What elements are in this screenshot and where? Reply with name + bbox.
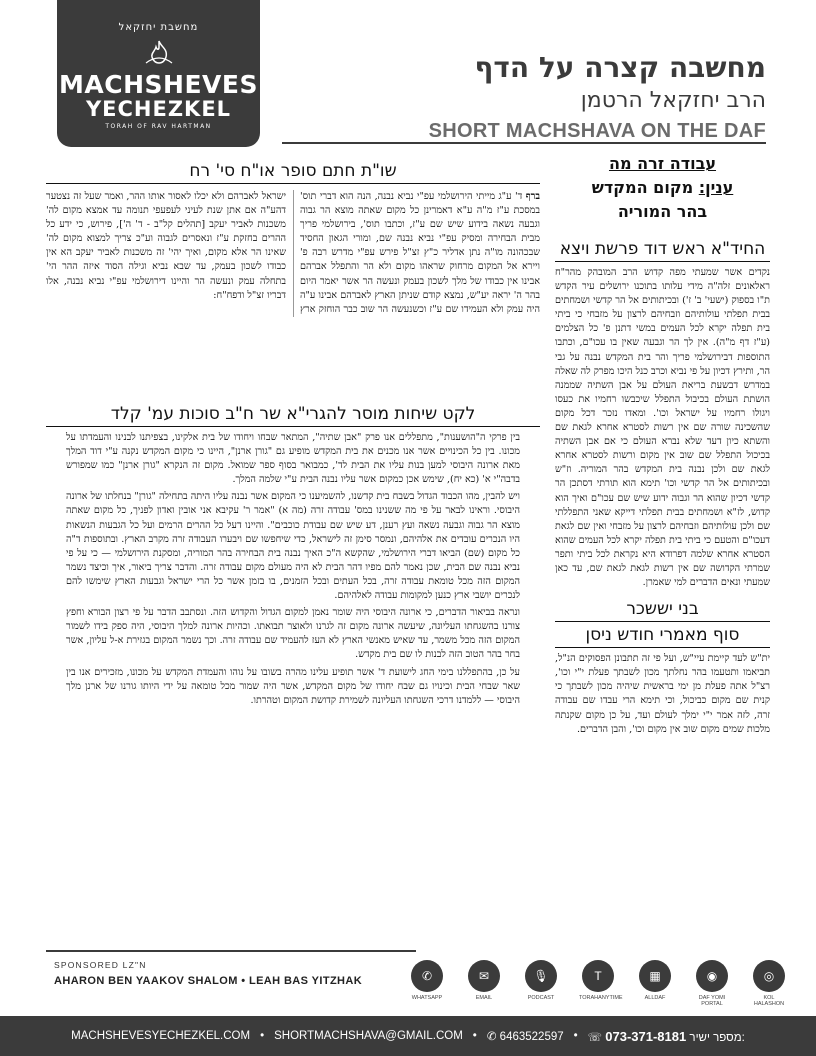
sponsor-label: SPONSORED LZ"N: [54, 960, 147, 970]
contact-bar: [0, 1016, 816, 1056]
topic-line-2: בהר המוריה: [617, 202, 708, 221]
topic-line-1: [555, 176, 770, 200]
kolhalashon-label: KOL HALASHON: [753, 995, 785, 1007]
topic-text-1: מקום המקדש: [591, 178, 694, 197]
header-divider: [282, 142, 766, 144]
alldaf-link[interactable]: [636, 960, 674, 1008]
topic-label: ענין:: [698, 178, 734, 197]
chasam-text: [46, 190, 540, 317]
chasam-title: שו"ת חתם סופר או"ח סי' רח: [46, 160, 540, 184]
chasam-text-body: ד' ע"ג מייתי הירושלמי עפ"י נביא נבנה, הנה הוא דברי תוס' במסכת ע"ז מ"ה ע"א דאמרינן כל מקום שאתה מוצא הר גבוה וגבעה נשאה בידוע שיש שם ע"ז, וכתבו תוס', בירושלמי פריך מבית הבחירה ומסיק עפ"י נביא נבנה שם, ומורי הגאון החסיד שבכהונה מו"ה נתן אדליר כ"ץ זצ"ל פירש עפ"י מדרש רבה פ' ויירא אל המקום מרחוק שראהו מקום ולא הר והתפלל אברהם אבינו אין כבודו של מלך לשכון בעמק ונעשה הר אשר יאמר היום בהר ה' יראה יע"ש, נמצא קודם שניתן הארץ לאברהם אבינו ע"ה היה עמק ולא העמידו שם ע"ז וכשנעשה הר שוב כבר הוחזק ארץ ישראל לאברהם ולא יכלו לאסור אותו ההר, ואמר שעל זה נצטער דהע"ה אם אתן שנת לעיני לעפעפי תנומה עד אמצא מקום לה' משכנות לאביר יעקב [תהלים קל"ב - ד' ה'], פירוש, כי ידע כל ההרים בחזקת ע"ז ונאסרים לגבוה וע"כ צריך למצוא מקום לה' שאינו הר אלא מקום, ואיך יהי' זה משכנות לאביר יעקב הא אין כבודו לשכון בעמק, עד שבא נביא וגילה הסוד איזה ההר הי' בתחלה עמק ונעשה הר והיינו דירושלמי עפ"י נביא נבנה, אלו דבריו זצ"ל ודפח"ח:: [46, 191, 540, 315]
right-column: [555, 148, 770, 737]
chasam-body: [46, 190, 540, 317]
english-title: SHORT MACHSHAVA ON THE DAF: [428, 120, 766, 142]
bnei-section: [555, 598, 770, 737]
bnei-title: בני יששכר: [555, 598, 770, 622]
podcast-link[interactable]: [522, 960, 560, 1008]
sponsor-names: AHARON BEN YAAKOV SHALOM • LEAH BAS YITZHAK: [54, 975, 363, 987]
email-address[interactable]: SHORTMACHSHAVA@GMAIL.COM: [274, 1030, 463, 1042]
logo-tagline: TORAH OF RAV HARTMAN: [105, 123, 212, 130]
torahanytime-icon: T: [582, 960, 614, 992]
leket-paragraph: ויש להבין, מהו הכבוד הגדול בשבח בית קדשנו, להשמיענו כי המקום אשר נבנה עליו היתה בתחילה "גורן" בנחלתו של ארונה היבוסי. וראינו לבאר על פי מה ששנינו במס' עבודה זרה (מה א) "אמר ר' עקיבא אני אובין ואדון לפניך, כל מקום שאתה מוצא הר גבוה וגבעה נשאה ועץ רענן, דע שיש שם עבודת כוכבים". והיינו דעל כל ההרים הרמים ועל כל הגבעות הנשאות היו הנכרים עובדים את אלהיהם, ונמסר סימן זה לישראל, כדי שיחפשו שם ויבערו העבודה זרה מקרב הארץ. ובתוספות ד"ה כל מקום (שם) הביאו דברי הירושלמי, שהקשא ה"כ האיך נבנה בית הבחירה בהר המוריה, ומסקנת הירושלמי — כי על פי נביא נבנה שם הבית, שכן נאמר להם מפיו דהר הבית לא היה מעולם מקום עבודה זרה. והדבר צריך ביאור, איך וכיצד נשמר המקום הזה מכל טומאת עבודה זרה, בכל העתים ובכל הזמנים, בו בזמן אשר כל הרי ישראל וגבעות הארץ שימשו להם לנכרים יושבי ארץ כנען למקומות עבודה לאלהיהם.: [66, 491, 520, 602]
leket-body: [46, 427, 540, 708]
chida-section: [555, 238, 770, 590]
title-block: [406, 52, 766, 143]
leket-title: לקט שיחות מוסר להגרי"א שר ח"ב סוכות עמ' קלד: [46, 403, 540, 427]
page-title: מחשבה קצרה על הדף: [474, 51, 766, 84]
email-link[interactable]: [465, 960, 503, 1008]
logo-line-1: MACHSHEVES: [59, 70, 258, 99]
email-label: EMAIL: [475, 995, 493, 1001]
sponsor-box: [46, 950, 416, 1000]
email-icon: ✉: [468, 960, 500, 992]
logo: [57, 0, 260, 147]
flame-icon: [142, 39, 176, 65]
media-links: [408, 960, 788, 1008]
separator: •: [260, 1030, 265, 1042]
podcast-label: PODCAST: [527, 995, 555, 1001]
leket-section: [46, 403, 540, 708]
torahanytime-link[interactable]: [579, 960, 623, 1008]
chasam-section: [46, 160, 540, 317]
leket-paragraph: ונראה בביאור הדברים, כי ארונה היבוסי היה שומר נאמן למקום הגדול והקדוש הזה. ונסתבב הדבר על פי רצון הבורא וחפץ צורנו בהשגחתו העליונה, שיעשה ארונה מקום זה לגרנו ולאוצר תבואתו. וכהיות ארונה למלך היבוסי, היה ספק בידו לשמור המקום הזה מכל משמר, עד שאיש מאנשי הארץ לא העז להעמיד שם עבודה זרה. וכך נשמר המקום בגזירת א-ל עליון, אשר בחר בהר הטוב הזה לבנות לו שם בית מקדש.: [66, 607, 520, 661]
torahanytime-label: TORAHANYTIME: [579, 995, 623, 1001]
logo-line-2: YECHEZKEL: [85, 97, 232, 121]
alldaf-label: ALLDAF: [644, 995, 666, 1001]
whatsapp-icon: ✆: [411, 960, 443, 992]
website-link[interactable]: MACHSHEVESYECHEZKEL.COM: [71, 1030, 251, 1042]
whatsapp-number[interactable]: ✆ 6463522597: [486, 1031, 564, 1043]
chida-title: החיד"א ראש דוד פרשת ויצא: [555, 238, 770, 262]
rav-name: הרב יחזקאל הרטמן: [580, 88, 766, 113]
dafyomi-portal-link[interactable]: [693, 960, 731, 1008]
separator: •: [472, 1030, 477, 1042]
chasam-lead: ברף: [525, 191, 540, 202]
leket-paragraph: בין פרקי ה"הושענות", מתפללים אנו פרק "אבן שתיה", המתאר שבחו ויחודו של בית אלקינו, בצפיתנו לבנינו והעמדתו על מכונו. בין כל הכינויים אשר אנו מכנים את בית המקדש מופיע גם "גורן ארנן", היינו כי מקום המקדש נקנה ע"י דוד המלך מאת ארונה היבוסי למען בנות עליו את הבית לד', כמבואר בסוף ספר שמואל. מקום זה הנקרא "גורן ארנן" כמו שמפורש בדבה"י א' (כא יח), שימש אכן כמקום אשר עליו נבנה הבית ע"י שלמה המלך.: [66, 432, 520, 486]
topic-box: [555, 152, 770, 224]
dafyomi-portal-icon: ◉: [696, 960, 728, 992]
whatsapp-label: WHATSAPP: [411, 995, 443, 1001]
whatsapp-link[interactable]: [408, 960, 446, 1008]
alldaf-icon: ▦: [639, 960, 671, 992]
bnei-text: ית"ש לעד קיימת עיי"ש, ועל פי זה תתבונן הפסוקים הנ"ל, תביאמו ותטעמו בהר נחלתך מכון לשבתך פעלת י"י וכו', רצ"ל אתה פעלת מן ימי בראשית שיהיה מכון לשבתך כי קנית שם מקום כביכול, וכי תימא הרי עבדו שם עבודה זרה, לזה אמר י"י ימלך לעולם ועד, על כן מקום שקנתה מלכות שמים מקום שוב אין מקום וכו', והבן הדברים.: [555, 653, 770, 735]
leket-paragraph: על כן, בהתפללנו בימי החג לישועת ד' אשר תופיע עלינו מהרה בשובו על נוהו והעמדת המקדש על מכונו, מזכירים אנו בין שאר שבחי הבית וכינויו גם שבח יחודו של מקום המקדש, אשר היה שמור מכל טומאה על ידי היותו גורנו של ארנן מלך היבוסי — ללמדנו דרכי השגחתו העליונה לשמירת קדושת המקום וטהרתו.: [66, 666, 520, 706]
logo-hebrew: מחשבת יחזקאל: [118, 22, 199, 33]
kolhalashon-link[interactable]: [750, 960, 788, 1008]
chida-text: נקדים אשר שמעתי מפה קדוש הרב המובהק מהר"ח ראלאונים זלה"ה מידי עלותו בתוכנו ירושלים עיר הקדש ת"ו בספוק (ישעי' ב' ז') ובכיתותים אל הר קדשי ושמחתים בבית תפלתי עולותיהם וזבחיהם לרצון על מזבחי כי ביתי בית תפלה יקרא לכל העמים במשי דתנן פ' כל הצלמים (ע"ז דף מ"ה). אין לך הר וגבעה שאין בו עכו"ם, וכתבו התוספות דבירושלמי פריך והר בית המקדש נבנה על גבי הר, ותירץ דכיון על פי נביא וכרב כנל היכו מפרק לה שאלה במדרש דבשעת בריאת העולם על אבן השתיה שממנה הושתת העולם בכיבול התפלל שיכבשו רחמיו את כעסו ויגולו רחמיו על ישראל וכו'. ומאדו נזכר דכל מקום שהשכינה שורה שם אין רשות לסטרא אחרא לגאת שם והשתא כיון דעד שלא נברא העולם כי אם אבן השתיה בכיכול התפלל שם שוב אין מקום ורשות לסטרא אחרא לגאת שם ולכן נבנה בית המקדש בהר המוריה. וז"ש ובכיתותים אל הר קדשי וכו' תימא הוא תורתי דסתכן הר קדשי דכיון שהוא הר וגבוה ידוע שיש שם עכו"ם ואיך הוא קדוש, לז"א ושמחתים בבית תפלתי דייקא שאני התפללתי שם ולכן עולותיהם וזבחיהם לרצון על מזבחי ואין שם לגאת דעכו"ם והטעם כי ביתי בית תפלה יקרא לכל העמים שהוא הסטרא אחרא שלמה דפרודא היא נקראת לכל ביתי ותפר שמרתי הקדושה שם אין רשות לגאת לגאת שם, עד כאן שמעתי ונאים הדברים למי שאמרן.: [555, 267, 770, 589]
dafyomi-portal-label: DAF YOMI PORTAL: [698, 995, 726, 1007]
podcast-icon: 🎙: [525, 960, 557, 992]
separator: •: [573, 1030, 578, 1042]
phone-number[interactable]: ☏ 073-371-8181 מספר ישיר:: [587, 1028, 745, 1044]
bnei-subtitle: סוף מאמרי חודש ניסן: [555, 624, 770, 648]
masechta: עבודה זרה מה: [608, 154, 717, 173]
kolhalashon-icon: ◎: [753, 960, 785, 992]
